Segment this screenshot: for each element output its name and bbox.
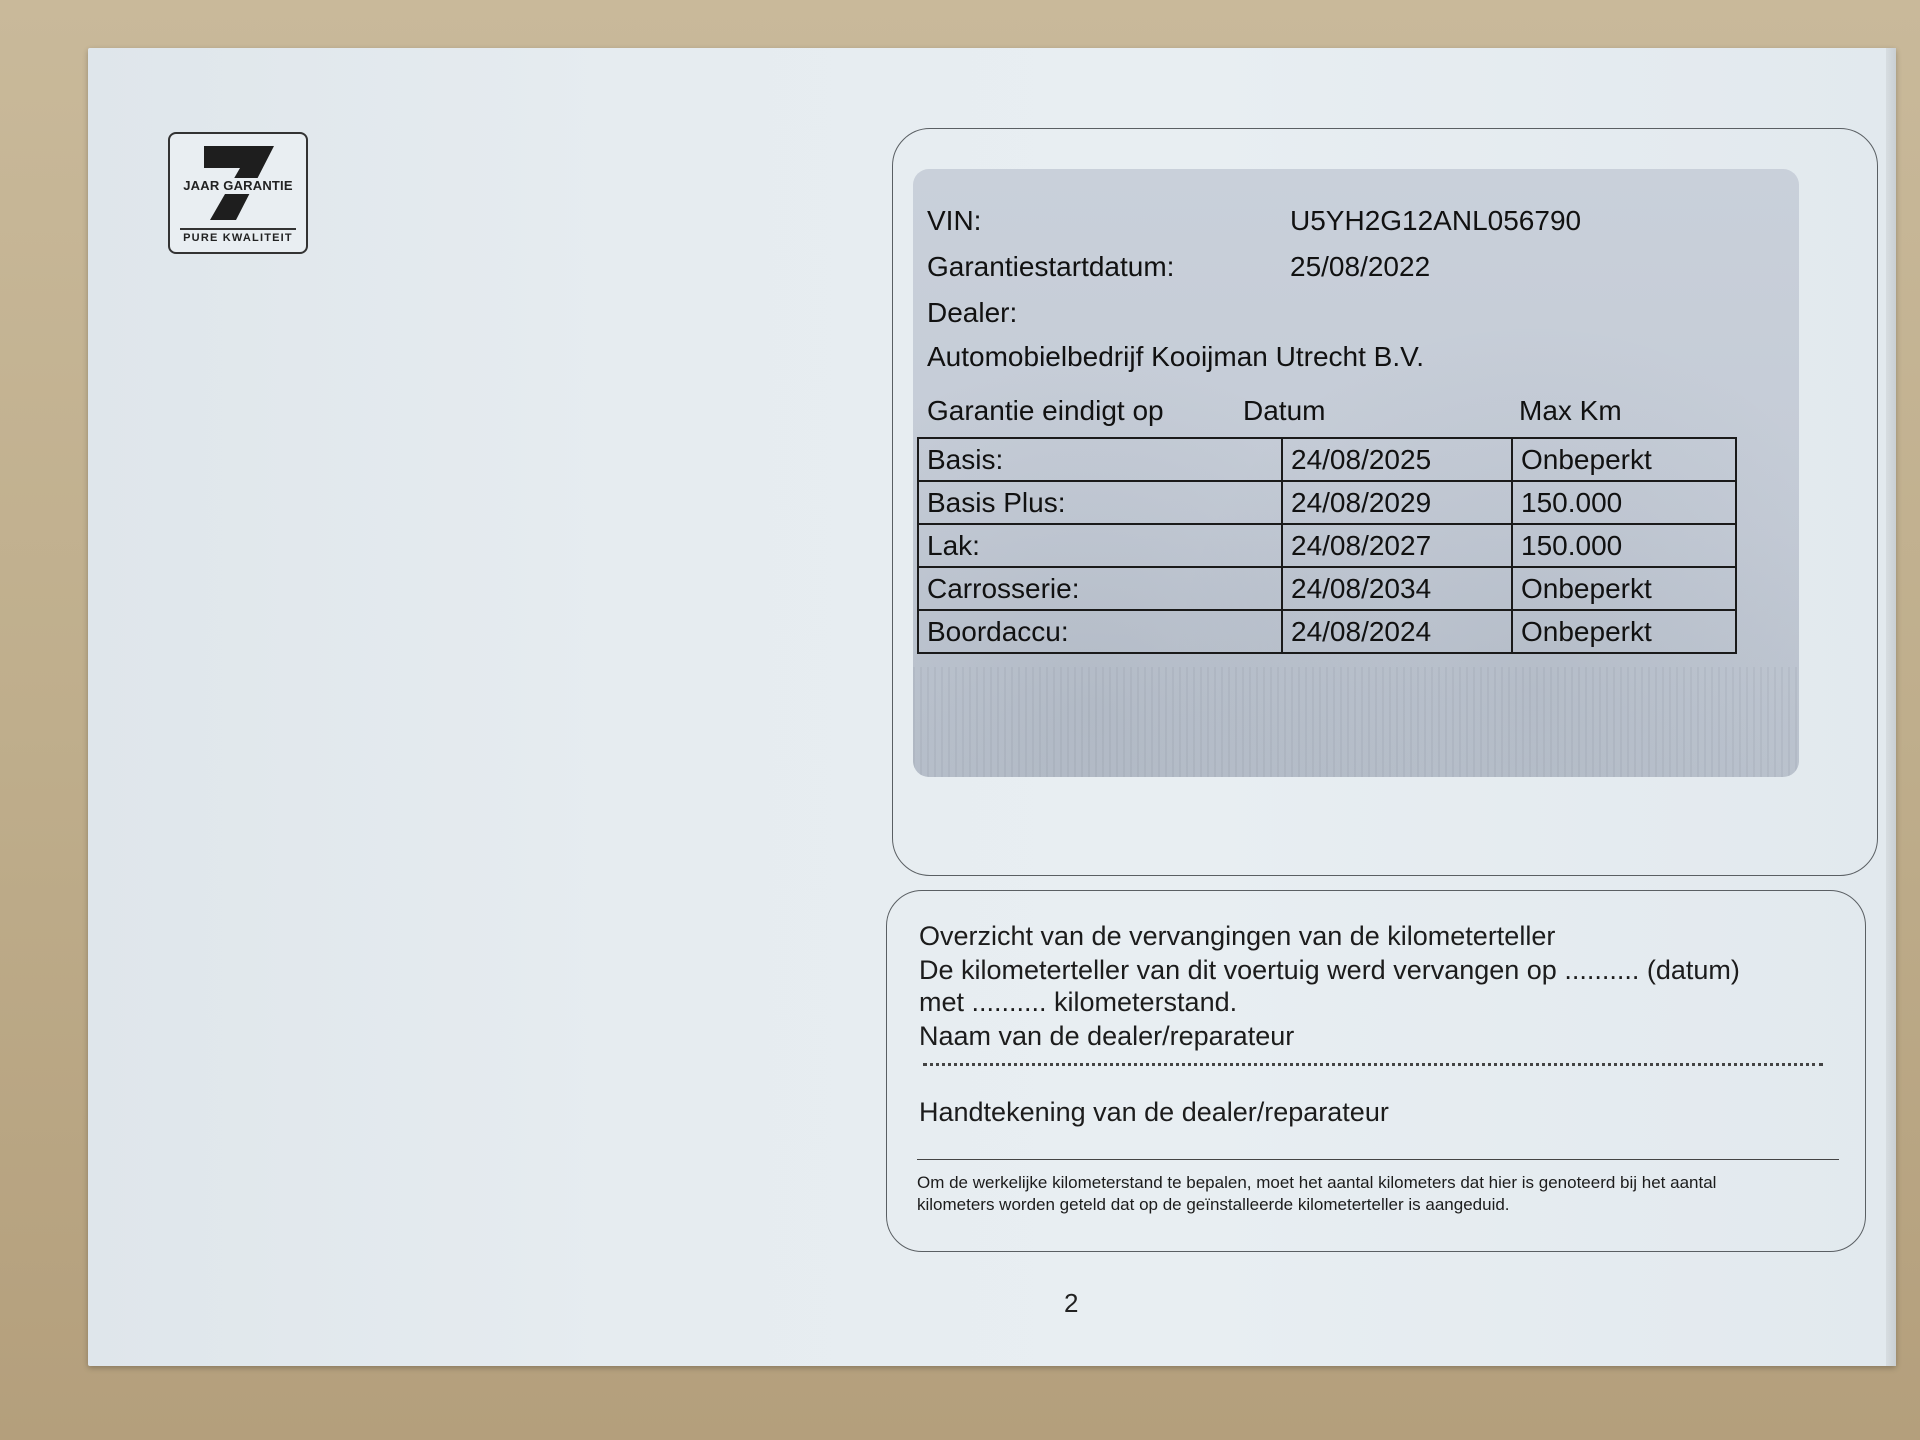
logo-top-text: JAAR GARANTIE <box>170 178 306 194</box>
warranty-max-km: Onbeperkt <box>1512 567 1736 610</box>
logo-divider <box>180 228 296 230</box>
table-row <box>918 610 1736 653</box>
warranty-end-date: 24/08/2034 <box>1282 567 1512 610</box>
warranty-box <box>892 128 1878 876</box>
warranty-end-date: 24/08/2029 <box>1282 481 1512 524</box>
odometer-replacement-box <box>886 890 1866 1252</box>
warranty-max-km: 150.000 <box>1512 481 1736 524</box>
odometer-title: Overzicht van de vervangingen van de kilometerteller <box>919 921 1556 951</box>
dealer-label: Dealer: <box>927 297 1018 328</box>
table-row <box>918 481 1736 524</box>
booklet-page <box>88 48 1896 1366</box>
warranty-type: Basis: <box>918 438 1282 481</box>
odometer-replaced-line: De kilometerteller van dit voertuig werd vervangen op .......... (datum) <box>919 955 1740 985</box>
table-row <box>918 567 1736 610</box>
table-row <box>918 524 1736 567</box>
warranty-type: Boordaccu: <box>918 610 1282 653</box>
warranty-type: Lak: <box>918 524 1282 567</box>
dealer-signature-prompt: Handtekening van de dealer/reparateur <box>919 1097 1389 1127</box>
vin-value: U5YH2G12ANL056790 <box>1290 205 1582 236</box>
warranty-max-km: Onbeperkt <box>1512 438 1736 481</box>
odometer-note-line2: kilometers worden geteld dat op de geïnstalleerde kilometerteller is aangeduid. <box>917 1195 1510 1214</box>
warranty-max-km: 150.000 <box>1512 524 1736 567</box>
warranty-end-date: 24/08/2025 <box>1282 438 1512 481</box>
dealer-name-prompt: Naam van de dealer/reparateur <box>919 1021 1295 1051</box>
warranty-table <box>917 437 1737 654</box>
warranty-type: Carrosserie: <box>918 567 1282 610</box>
logo-bottom-text: PURE KWALITEIT <box>183 232 293 244</box>
dealer-name: Automobielbedrijf Kooijman Utrecht B.V. <box>927 341 1424 372</box>
signature-line <box>917 1159 1839 1160</box>
warranty-sticker <box>913 169 1799 777</box>
header-date: Datum <box>1243 395 1326 426</box>
odometer-note-line1: Om de werkelijke kilometerstand te bepalen, moet het aantal kilometers dat hier is genoteerd bij het aantal <box>917 1173 1717 1192</box>
start-date-label: Garantiestartdatum: <box>927 251 1175 282</box>
seven-year-warranty-logo <box>168 132 308 254</box>
odometer-reading-line: met .......... kilometerstand. <box>919 987 1238 1017</box>
warranty-end-date: 24/08/2024 <box>1282 610 1512 653</box>
start-date-value: 25/08/2022 <box>1290 251 1431 282</box>
page-edge <box>1886 48 1896 1366</box>
warranty-end-date: 24/08/2027 <box>1282 524 1512 567</box>
header-max-km: Max Km <box>1519 395 1622 426</box>
print-noise <box>913 667 1799 777</box>
table-row <box>918 438 1736 481</box>
dealer-name-dotted-line <box>923 1063 1823 1066</box>
warranty-max-km: Onbeperkt <box>1512 610 1736 653</box>
warranty-type: Basis Plus: <box>918 481 1282 524</box>
page-number: 2 <box>1064 1288 1079 1318</box>
vin-label: VIN: <box>927 205 982 236</box>
header-warranty-ends: Garantie eindigt op <box>927 395 1164 426</box>
